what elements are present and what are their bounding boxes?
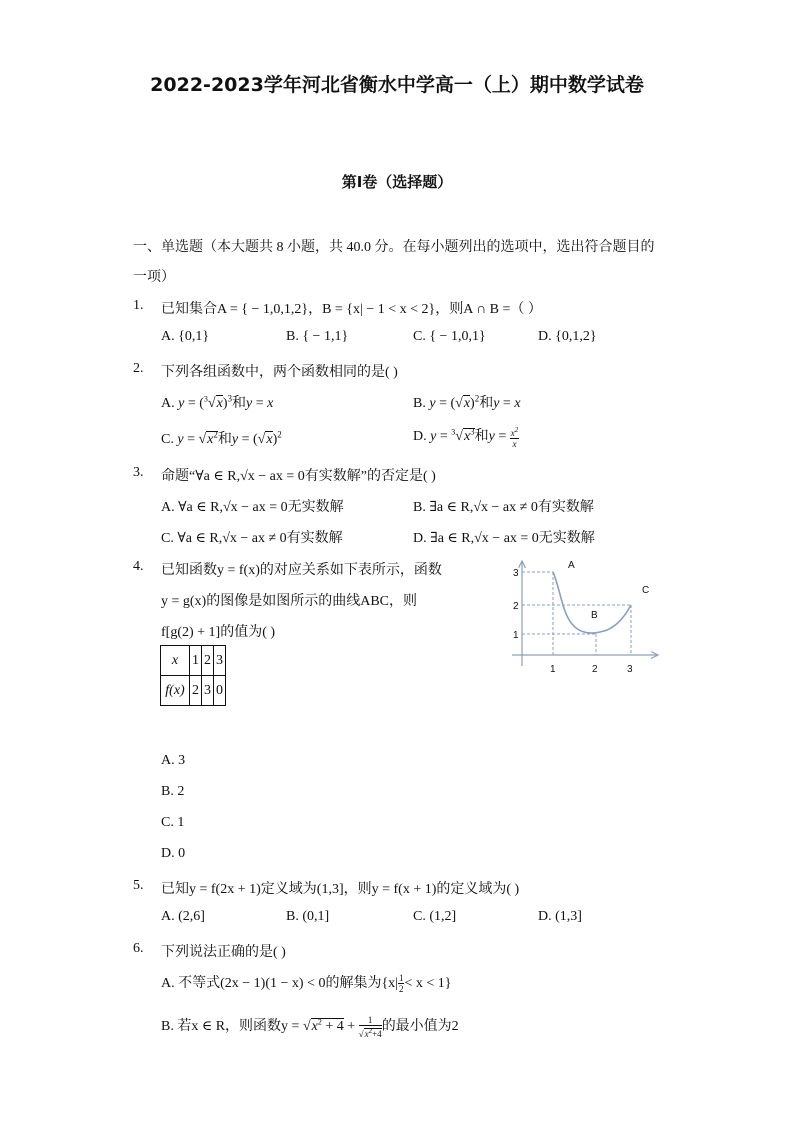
x-tick-label: 1	[550, 664, 556, 675]
q5-text: 已知y = f(2x + 1)定义域为(1,3]，则y = f(x + 1)的定义域为( )	[161, 882, 520, 897]
q2-option-b-label: B.	[413, 396, 426, 411]
q2-option-d: D. $y = ^3√x^3$和y = $\frac{x^2}{x}$	[413, 426, 519, 449]
table-cell: 3	[202, 676, 214, 706]
y-tick-label: 3	[513, 568, 519, 579]
q1-option-a: A. {0,1}	[161, 329, 210, 344]
table-cell: 2	[190, 676, 202, 706]
q5-option-d: D. (1,3]	[538, 909, 582, 924]
table-cell: 3	[214, 646, 226, 676]
q5-option-b: B. (0,1]	[286, 909, 330, 924]
table-cell: f(x)	[161, 676, 190, 706]
q6-option-b-pre: B. 若x ∈ R，则函数y =	[161, 1019, 303, 1035]
q2-option-b: B. $y = (√x)^2$和y = x	[413, 393, 521, 411]
q1-text: 已知集合A = { − 1,0,1,2}，B = {x| − 1 < x < 2}，则A ∩ B =（ ）	[161, 302, 542, 317]
x-tick-label: 2	[592, 664, 598, 675]
q3-option-c: C. ∀a ∈ R,√x − ax ≠ 0有实数解	[161, 531, 343, 546]
table-row	[161, 676, 226, 706]
page-title: 2022-2023学年河北省衡水中学高一（上）期中数学试卷	[150, 74, 644, 96]
table-cell: 0	[214, 676, 226, 706]
table-row	[161, 646, 226, 676]
q3-number: 3.	[133, 465, 144, 480]
q3-option-b: B. ∃a ∈ R,√x − ax ≠ 0有实数解	[413, 500, 594, 515]
q5-option-c: C. (1,2]	[413, 909, 457, 924]
q4-line1: 已知函数y = f(x)的对应关系如下表所示，函数	[161, 563, 442, 578]
q1-option-c: C. { − 1,0,1}	[413, 329, 486, 344]
q6-option-a-post: < x < 1}	[404, 976, 452, 991]
curve-abc	[553, 572, 631, 633]
point-label-b: B	[591, 610, 598, 621]
q3-option-d: D. ∃a ∈ R,√x − ax = 0无实数解	[413, 531, 595, 546]
q1-number: 1.	[133, 298, 144, 313]
section-title: 第I卷（选择题）	[341, 173, 453, 191]
table-cell: 2	[202, 646, 214, 676]
function-table	[160, 645, 226, 706]
q2-and-a: 和	[231, 396, 246, 411]
point-label-a: A	[568, 560, 575, 571]
part-heading-cont: 一项）	[133, 270, 175, 285]
y-tick-label: 2	[513, 601, 519, 612]
q6-text: 下列说法正确的是( )	[161, 945, 286, 960]
q3-text: 命题“∀a ∈ R,√x − ax = 0有实数解”的否定是( )	[161, 469, 436, 484]
q4-line2: y = g(x)的图像是如图所示的曲线ABC，则	[161, 594, 418, 609]
q5-number: 5.	[133, 878, 144, 893]
q2-and-c: 和	[217, 432, 232, 447]
q6-option-b: B. 若x ∈ R，则函数$y = √x^2 + 4$ + $\frac{1}{√x^2+4}$ 的最小值为2	[161, 1015, 459, 1039]
q2-option-a: A. $y = (^3√x)^3$和y = x	[161, 393, 274, 411]
part-heading: 一、单选题（本大题共 8 小题，共 40.0 分。在每小题列出的选项中，选出符合题目的	[133, 240, 655, 255]
q6-option-a-pre: A. 不等式(2x − 1)(1 − x) < 0的解集为{x|	[161, 976, 398, 991]
point-label-c: C	[642, 585, 650, 596]
q2-number: 2.	[133, 361, 144, 376]
q2-option-c-label: C.	[161, 432, 174, 447]
q3-option-a: A. ∀a ∈ R,√x − ax = 0无实数解	[161, 500, 344, 515]
q2-and-d: 和	[474, 429, 489, 445]
q4-option-a: A. 3	[161, 753, 186, 768]
x-tick-label: 3	[627, 664, 633, 675]
table-cell: x	[161, 646, 190, 676]
q4-option-b: B. 2	[161, 784, 185, 799]
q5-option-a: A. (2,6]	[161, 909, 205, 924]
q2-option-c: C. $y = √x^2$和$y = (√x)^2$	[161, 429, 282, 447]
q2-and-b: 和	[479, 396, 494, 411]
q6-option-b-post: 的最小值为2	[381, 1019, 459, 1035]
q2-text: 下列各组函数中，两个函数相同的是( )	[161, 365, 398, 380]
q6-option-a: A. 不等式(2x − 1)(1 − x) < 0的解集为{x| $\frac{1}{2}$ < x < 1}	[161, 973, 452, 995]
q4-option-c: C. 1	[161, 815, 185, 830]
y-tick-label: 1	[513, 630, 519, 641]
q6-number: 6.	[133, 941, 144, 956]
q1-option-b: B. { − 1,1}	[286, 329, 349, 344]
table-cell: 1	[190, 646, 202, 676]
q2-option-d-label: D.	[413, 429, 427, 445]
q4-number: 4.	[133, 559, 144, 574]
curve-abc-graph	[500, 556, 665, 678]
q1-option-d: D. {0,1,2}	[538, 329, 597, 344]
q4-option-d: D. 0	[161, 846, 186, 861]
guide-lines	[522, 572, 631, 655]
q2-option-a-label: A.	[161, 396, 175, 411]
q4-line3: f[g(2) + 1]的值为( )	[161, 625, 276, 640]
